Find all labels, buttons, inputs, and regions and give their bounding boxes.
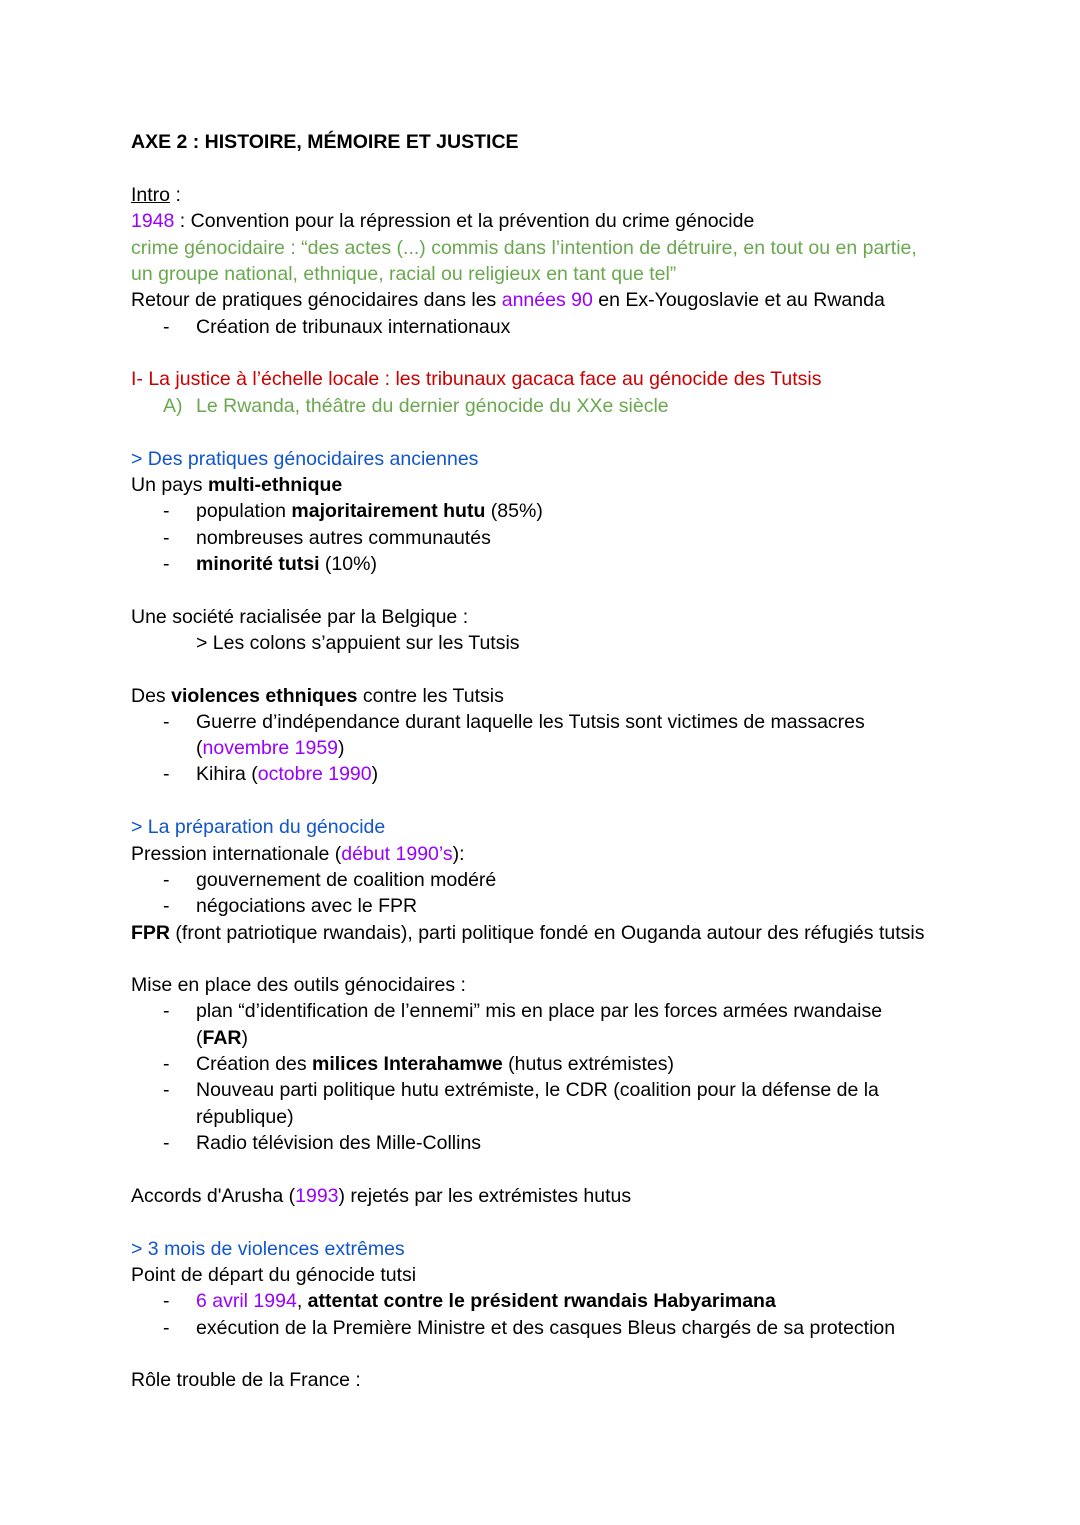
bullet-cdr: Nouveau parti politique hutu extrémiste, le CDR (coalition pour la défense de la: [196, 1079, 879, 1101]
bullet-guerre-date: (novembre 1959): [196, 737, 345, 759]
bullet-dash: -: [163, 500, 170, 522]
bullet-plan-far: (FAR): [196, 1027, 248, 1049]
bullet-gouvernement: gouvernement de coalition modéré: [196, 869, 497, 891]
intro-heading: Intro :: [131, 184, 181, 206]
part1-sub-a: Le Rwanda, théâtre du dernier génocide du XXe siècle: [196, 395, 669, 417]
intro-creation: Création de tribunaux internationaux: [196, 316, 511, 338]
bullet-minorite: minorité tutsi (10%): [196, 553, 377, 575]
intro-convention: 1948 : Convention pour la répression et la prévention du crime génocide: [131, 210, 755, 232]
fpr-line: FPR (front patriotique rwandais), parti politique fondé en Ouganda autour des réfugiés tutsis: [131, 922, 925, 944]
part1-sub-a-letter: A): [163, 395, 183, 417]
page-title: AXE 2 : HISTOIRE, MÉMOIRE ET JUSTICE: [131, 131, 519, 153]
bullet-plan: plan “d’identification de l’ennemi” mis en place par les forces armées rwandaise: [196, 1000, 883, 1022]
intro-definition-line1: crime génocidaire : “des actes (...) commis dans l’intention de détruire, en tout ou en partie,: [131, 237, 917, 259]
bullet-negociations: négociations avec le FPR: [196, 895, 418, 917]
bullet-population: population majoritairement hutu (85%): [196, 500, 543, 522]
depart-line: Point de départ du génocide tutsi: [131, 1264, 417, 1286]
bullet-dash: -: [163, 1317, 170, 1339]
bullet-dash: -: [163, 763, 170, 785]
bullet-communautes: nombreuses autres communautés: [196, 527, 491, 549]
bullet-guerre: Guerre d’indépendance durant laquelle les Tutsis sont victimes de massacres: [196, 711, 865, 733]
section-heading-violences: > 3 mois de violences extrêmes: [131, 1238, 405, 1260]
bullet-dash: -: [163, 316, 170, 338]
part1-heading: I- La justice à l’échelle locale : les tribunaux gacaca face au génocide des Tutsis: [131, 368, 822, 390]
bullet-kihira: Kihira (octobre 1990): [196, 763, 379, 785]
bullet-cdr-line2: république): [196, 1106, 294, 1128]
bullet-dash: -: [163, 1079, 170, 1101]
bullet-milices: Création des milices Interahamwe (hutus extrémistes): [196, 1053, 674, 1075]
societe-line: Une société racialisée par la Belgique :: [131, 606, 469, 628]
bullet-dash: -: [163, 1053, 170, 1075]
outils-line: Mise en place des outils génocidaires :: [131, 974, 466, 996]
bullet-dash: -: [163, 1290, 170, 1312]
violences-line: Des violences ethniques contre les Tutsis: [131, 685, 504, 707]
intro-retour: Retour de pratiques génocidaires dans les années 90 en Ex-Yougoslavie et au Rwanda: [131, 289, 885, 311]
intro-definition-line2: un groupe national, ethnique, racial ou religieux en tant que tel”: [131, 263, 677, 285]
arusha-line: Accords d'Arusha (1993) rejetés par les extrémistes hutus: [131, 1185, 632, 1207]
bullet-dash: -: [163, 895, 170, 917]
pression-line: Pression internationale (début 1990’s):: [131, 843, 465, 865]
bullet-dash: -: [163, 527, 170, 549]
bullet-dash: -: [163, 553, 170, 575]
bullet-execution: exécution de la Première Ministre et des casques Bleus chargés de sa protection: [196, 1317, 896, 1339]
role-france-line: Rôle trouble de la France :: [131, 1369, 361, 1391]
pays-line: Un pays multi-ethnique: [131, 474, 343, 496]
bullet-dash: -: [163, 711, 170, 733]
bullet-radio: Radio télévision des Mille-Collins: [196, 1132, 482, 1154]
section-heading-preparation: > La préparation du génocide: [131, 816, 386, 838]
colons-line: > Les colons s’appuient sur les Tutsis: [196, 632, 520, 654]
bullet-dash: -: [163, 1000, 170, 1022]
bullet-attentat: 6 avril 1994, attentat contre le président rwandais Habyarimana: [196, 1290, 776, 1312]
bullet-dash: -: [163, 869, 170, 891]
section-heading-pratiques: > Des pratiques génocidaires anciennes: [131, 448, 479, 470]
bullet-dash: -: [163, 1132, 170, 1154]
